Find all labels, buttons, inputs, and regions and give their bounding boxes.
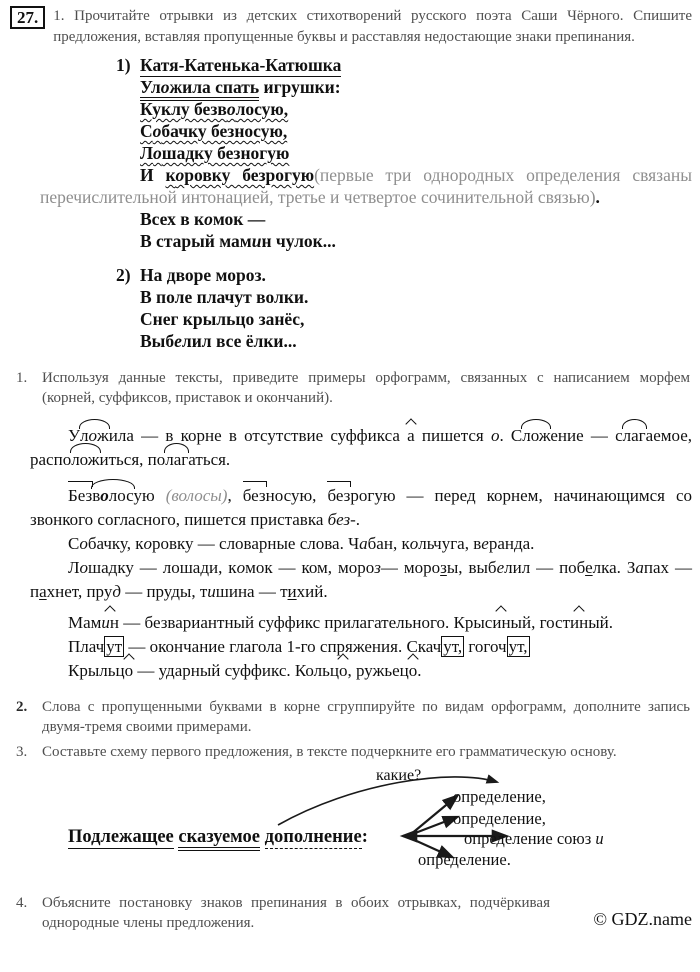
definition-item: определение, bbox=[453, 809, 546, 828]
task-number: 3. bbox=[16, 744, 28, 760]
poem-line-with-note: И коровку безрогую(первые три однородных определения связаны перечислительной интонацией, третье и четвертое сочинительной связью). bbox=[40, 165, 692, 207]
task-item-4 bbox=[16, 893, 550, 933]
task-item-1 bbox=[16, 368, 690, 408]
poem-2 bbox=[116, 264, 692, 352]
answer-block bbox=[30, 418, 692, 683]
page-footer bbox=[0, 893, 700, 933]
sentence-scheme-diagram bbox=[0, 767, 700, 881]
poem-line: Лошадку безногую bbox=[140, 143, 290, 163]
poem-marker: 2) bbox=[116, 265, 131, 285]
answer-paragraph: Уложила — в корне в отсутствие суффикса а пишется о. Сложение — слагаемое, расположиться, полагаться. bbox=[30, 426, 693, 469]
exercise-number: 27. bbox=[10, 6, 45, 29]
poem-1 bbox=[40, 54, 692, 252]
definition-item: определение союз и bbox=[464, 829, 604, 848]
answer-paragraph: Собачку, коровку — словарные слова. Чабан, кольчуга, веранда. bbox=[68, 534, 535, 553]
task-item-3 bbox=[16, 742, 690, 762]
answer-paragraph: Крыльцо — ударный суффикс. Кольцо, ружьецо. bbox=[68, 661, 422, 680]
question-label: какие? bbox=[376, 767, 422, 784]
poem-line-text: На дворе мороз. bbox=[140, 265, 266, 285]
task-text: Объясните постановку знаков препинания в обоих отрывках, подчёркивая однородные члены предложения. bbox=[42, 895, 550, 931]
poem-line: В старый мамин чулок... bbox=[140, 231, 336, 251]
poem-line: Уложила спать игрушки: bbox=[140, 76, 692, 98]
exercise-intro: 1. Прочитайте отрывки из детских стихотворений русского поэта Саши Чёрного. Спишите предложения, вставляя пропущенные буквы и расставляя недостающие знаки препинания. bbox=[53, 8, 692, 45]
task-number: 4. bbox=[16, 895, 28, 911]
answer-paragraph: Плач ут — окончание глагола 1-го спряжения. Скач ут, гогоч ут, bbox=[68, 637, 528, 656]
arrow-to-definition-2 bbox=[410, 817, 457, 835]
scheme-arrows bbox=[0, 767, 700, 881]
task-text: Составьте схему первого предложения, в тексте подчеркните его грамматическую основу. bbox=[42, 744, 617, 760]
poem-line-text: Катя-Катенька-Катюшка bbox=[140, 55, 342, 75]
task-item-2 bbox=[16, 697, 690, 737]
poem-line: Выбелил все ёлки... bbox=[140, 331, 297, 351]
arrow-to-definition-1 bbox=[410, 796, 457, 835]
poem-line bbox=[116, 264, 692, 286]
poem-line: Собачку безносую, bbox=[140, 121, 288, 141]
task-text: Используя данные тексты, приведите примеры орфограмм, связанных с написанием морфем (корней, суффиксов, приставок и окончаний). bbox=[42, 370, 690, 406]
sentence-scheme: Подлежащее сказуемое дополнение: bbox=[68, 827, 368, 848]
exercise-header bbox=[10, 6, 692, 48]
poem-line: Всех в комок — bbox=[140, 209, 266, 229]
task-number: 2. bbox=[16, 699, 28, 715]
poem-line: В поле плачут волки. bbox=[140, 287, 309, 307]
definition-item: определение, bbox=[453, 787, 546, 806]
textbook-page bbox=[0, 6, 700, 972]
poem-line bbox=[116, 54, 692, 76]
poem-line: Куклу безволосую, bbox=[140, 99, 289, 119]
answer-paragraph: Мамин — безвариантный суффикс прилагательного. Крысиный, гостиный. bbox=[68, 613, 613, 632]
poem-marker: 1) bbox=[116, 55, 131, 75]
answer-paragraph: Лошадку — лошади, комок — ком, мороз— морозы, выбелил — побелка. Запах — пахнет, пруд — пруды, тишина — тихий. bbox=[30, 558, 692, 601]
task-number: 1. bbox=[16, 370, 28, 386]
definition-item: определение. bbox=[418, 850, 511, 869]
task-text: Слова с пропущенными буквами в корне сгруппируйте по видам орфограмм, дополните запись двумя-тремя своими примерами. bbox=[42, 699, 690, 735]
poem-line: Снег крыльцо занёс, bbox=[140, 309, 305, 329]
copyright-label: © GDZ.name bbox=[593, 909, 692, 929]
answer-paragraph: Безволосую (волосы), безносую, безрогую — перед корнем, начинающимся со звонкого согласного, пишется приставка без-. bbox=[30, 486, 693, 529]
